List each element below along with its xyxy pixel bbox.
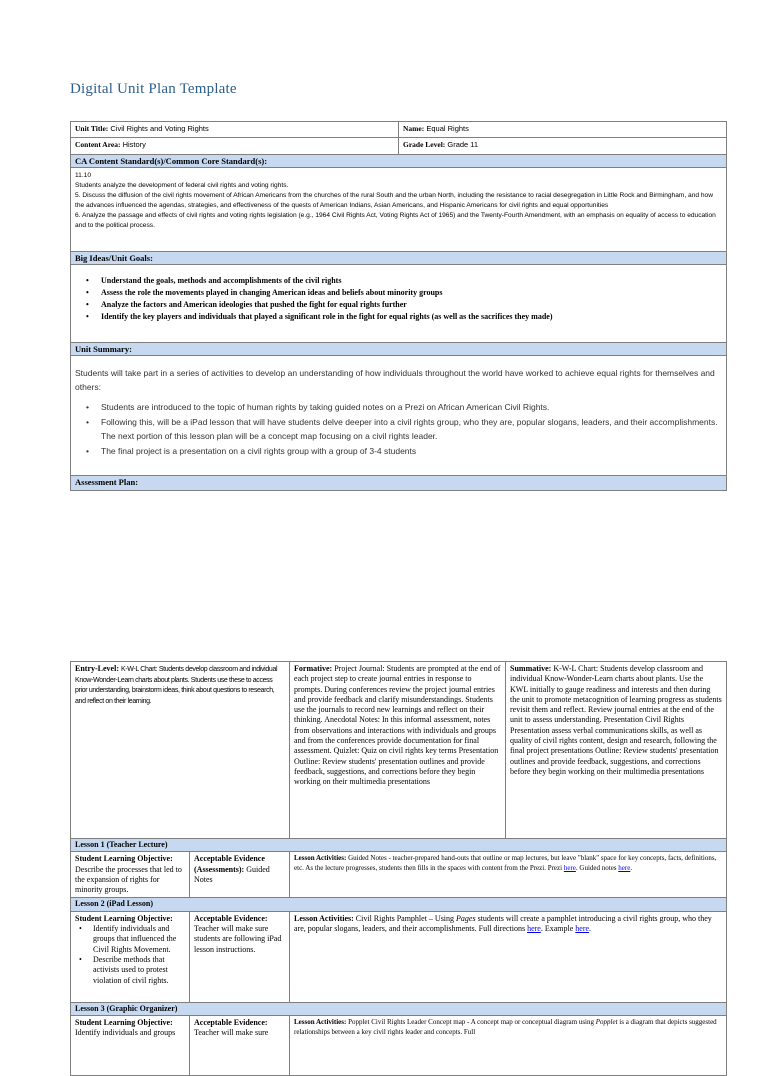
list-item: • Identify the key players and individuals that played a significant role in the fight for equal rights (as well as the sacrifices they made) [75, 311, 722, 323]
grade-level-label: Grade Level: [403, 140, 446, 149]
lesson-2-activities-cell [290, 911, 727, 1002]
list-item: • Understand the goals, methods and accomplishments of the civil rights [75, 275, 722, 287]
name-cell [399, 122, 727, 138]
lesson-1-activities-end: . [630, 863, 633, 872]
lesson-3-activities-label: Lesson Activities: [294, 1018, 347, 1027]
lesson-2-activities-end: . [589, 924, 592, 934]
pages-app-name: Pages [456, 913, 476, 923]
content-area-cell [71, 138, 399, 155]
lesson-1-objective-text: Describe the processes that led to the expansion of rights for minority groups. [75, 864, 182, 895]
lesson-3-evidence-label: Acceptable Evidence: [194, 1018, 268, 1028]
lesson-1-evidence-label: Acceptable Evidence (Assessments): [194, 854, 265, 874]
document-title: Digital Unit Plan Template [70, 81, 237, 97]
unit-title-value: Civil Rights and Voting Rights [110, 124, 209, 133]
summative-text: K-W-L Chart: Students develop classroom and individual Know-Wonder-Learn charts about plants. Use the KWL initially to gauge readiness and interests and then during the unit to promote metacognition of learning progress as students revisit them and reflect. Review journal entries at the end of the unit to assess understanding. Presentation Civil Rights Presentation assess verbal communications skills, as well as quality of civil rights content, design and research, following the final project presentations Outline: Review students' presentation outlines and provide feedback, suggestions, and corrections before they begin working on their multimedia presentations [510, 664, 722, 776]
lesson-3-evidence-text: Teacher will make sure [194, 1028, 269, 1038]
unit-summary-header: Unit Summary: [71, 343, 727, 356]
prezi-link[interactable]: here [563, 863, 576, 872]
standard-line: Students analyze the development of federal civil rights and voting rights. [75, 182, 289, 189]
lesson-1-activities-mid: . Guided notes [575, 863, 617, 872]
lesson-2-objective-cell [71, 911, 190, 1002]
lesson-2-activities-text: students will create a pamphlet introducing a civil rights group, who they are, popular slogans, leaders, and their accomplishments. Full directions [294, 913, 712, 934]
lesson-3-activities-text: Popplet Civil Rights Leader Concept map - A concept map or conceptual diagram using [348, 1018, 594, 1027]
summary-list [75, 400, 722, 458]
lesson-3-objective-text: Identify individuals and groups [75, 1028, 176, 1038]
grade-level-value: Grade 11 [447, 140, 479, 149]
formative-cell [290, 662, 506, 839]
lesson-3-evidence-cell [190, 1016, 290, 1076]
lesson-3-activities-text-2: is a diagram that depicts suggested relationships between a key civil rights leader and concepts. Full [294, 1018, 717, 1036]
unit-plan-table [70, 121, 727, 491]
standards-header: CA Content Standard(s)/Common Core Standard(s): [71, 155, 727, 168]
content-area-label: Content Area: [75, 140, 121, 149]
formative-label: Formative: [294, 664, 333, 673]
big-ideas-list [75, 275, 722, 323]
name-label: Name: [403, 124, 425, 133]
entry-level-label: Entry-Level: [75, 664, 119, 673]
lesson-3-objective-label: Student Learning Objective: [75, 1018, 173, 1028]
list-item: • The final project is a presentation on a civil rights group with a group of 3-4 students [75, 444, 722, 458]
lesson-1-header: Lesson 1 (Teacher Lecture) [71, 839, 727, 852]
popplet-app-name: Popplet [595, 1018, 618, 1027]
lesson-1-evidence-text: Guided Notes [194, 864, 270, 884]
lesson-3-objective-cell [71, 1016, 190, 1076]
lesson-2-objective-list [75, 924, 185, 986]
entry-level-text: K-W-L Chart: Students develop classroom and individual Know-Wonder-Learn charts about plants. Students use these to access prior understanding, brainstorm ideas, think about questions to research, and reflect on their learning. [75, 666, 278, 705]
lesson-2-objective-label: Student Learning Objective: [75, 913, 173, 923]
lesson-2-evidence-text: Teacher will make sure students are following iPad lesson instructions. [194, 924, 282, 954]
name-value: Equal Rights [426, 124, 469, 133]
list-item: • Following this, will be a iPad lesson that will have students delve deeper into a civil rights group, who they are, popular slogans, leaders, and their accomplishments. The next portion of this lesson plan will be a concept map focusing on a civil rights leader. [75, 415, 722, 443]
content-area-value: History [122, 140, 146, 149]
lesson-1-objective-label: Student Learning Objective: [75, 854, 173, 864]
standard-line: 11.10 [75, 172, 92, 179]
list-item: • Describe methods that activists used to protest violation of civil rights. [75, 955, 185, 986]
lesson-1-evidence-cell [190, 852, 290, 898]
list-item: • Analyze the factors and American ideologies that pushed the fight for equal rights further [75, 299, 722, 311]
summative-label: Summative: [510, 664, 552, 673]
big-ideas-body [71, 265, 727, 343]
lesson-2-header: Lesson 2 (iPad Lesson) [71, 898, 727, 911]
unit-summary-body [71, 356, 727, 476]
unit-title-label: Unit Title: [75, 124, 109, 133]
list-item: • Assess the role the movements played in changing American ideas and beliefs about minority groups [75, 287, 722, 299]
lesson-2-activities-pre: Civil Rights Pamphlet – Using [355, 913, 455, 923]
big-ideas-header: Big Ideas/Unit Goals: [71, 252, 727, 265]
standard-line: 6. Analyze the passage and effects of civil rights and voting rights legislation (e.g., 1964 Civil Rights Act, Voting Rights Act of 1965) and the Twenty-Fourth Amendment, with an emphasis on equality of access to education and to the political process. [75, 212, 716, 229]
full-directions-link[interactable]: here [527, 924, 541, 934]
list-item: • Students are introduced to the topic of human rights by taking guided notes on a Prezi on African American Civil Rights. [75, 400, 722, 414]
assessment-plan-header: Assessment Plan: [71, 476, 727, 491]
grade-level-cell [399, 138, 727, 155]
lesson-1-activities-label: Lesson Activities: [294, 854, 347, 863]
summative-cell [506, 662, 727, 839]
assessment-lesson-table [70, 661, 727, 1076]
lesson-1-activities-text: Guided Notes - teacher-prepared hand-outs that outline or map lectures, but leave "blank" space for key concepts, facts, definitions, etc. As the lecture progresses, students then fills in the spaces with content from the Prezi. Prezi [294, 854, 717, 872]
lesson-2-activities-label: Lesson Activities: [294, 913, 354, 923]
lesson-2-evidence-cell [190, 911, 290, 1002]
entry-level-cell [71, 662, 290, 839]
lesson-3-header: Lesson 3 (Graphic Organizer) [71, 1002, 727, 1015]
lesson-3-activities-cell [290, 1016, 727, 1076]
lesson-2-example-text: . Example [540, 924, 574, 934]
unit-title-cell [71, 122, 399, 138]
standard-line: 5. Discuss the diffusion of the civil rights movement of African Americans from the churches of the rural South and the urban North, including the resistance to racial desegregation in Little Rock and Birmingham, and how the advances influenced the agendas, strategies, and effectiveness of the quests of American Indians, Asian Americans, and Hispanic Americans for civil rights and equal opportunities [75, 192, 713, 209]
list-item: • Identify individuals and groups that influenced the Civil Rights Movement. [75, 924, 185, 955]
guided-notes-link[interactable]: here [618, 863, 631, 872]
lesson-2-evidence-label: Acceptable Evidence: [194, 913, 268, 923]
lesson-1-activities-cell [290, 852, 727, 898]
formative-text: Project Journal: Students are prompted at the end of each project step to create journal entries in response to prompts. During conferences review the project journal entries and provide feedback and clarify misunderstandings. Students use the journals to record new learnings and reflect on their thinking. Anecdotal Notes: In this informal assessment, notes from observations and interactions with individuals and groups and from the conferences provide documentation for final assessment. Quizlet: Quiz on civil rights key terms Presentation Outline: Review students' presentation outlines and provide feedback, suggestions, and corrections before they begin working on their multimedia presentations [294, 664, 501, 787]
lesson-1-objective-cell [71, 852, 190, 898]
summary-intro: Students will take part in a series of activities to develop an understanding of how individuals throughout the world have worked to achieve equal rights for themselves and others: [75, 368, 715, 392]
standards-body [71, 168, 727, 252]
example-link[interactable]: here [575, 924, 590, 934]
